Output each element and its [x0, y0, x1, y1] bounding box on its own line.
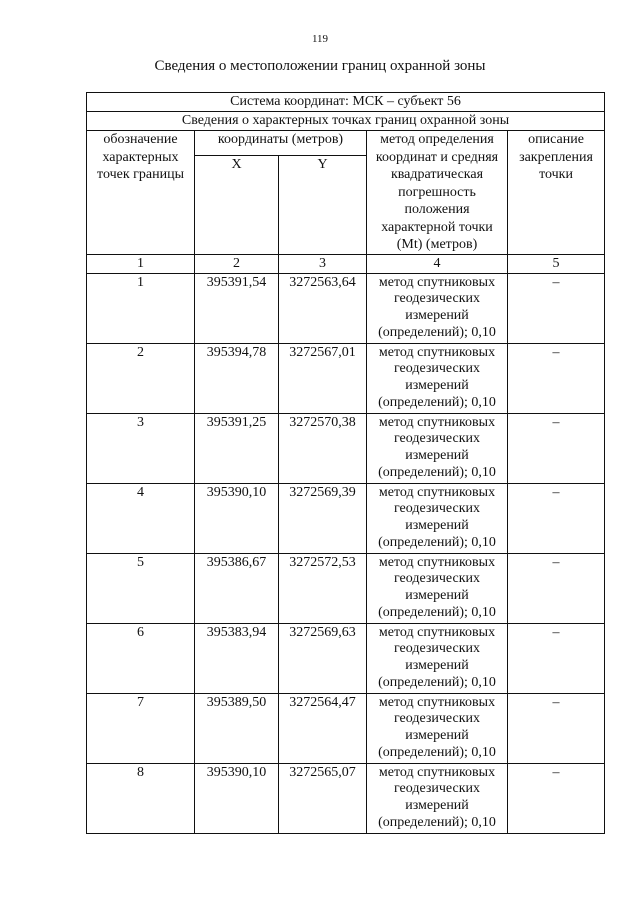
coordinate-system-row: [87, 93, 605, 112]
column-number: 5: [508, 254, 605, 273]
table-row: [87, 623, 605, 693]
points-info-row: [87, 112, 605, 131]
description-cell: –: [508, 623, 605, 693]
method-cell: метод спутниковых геодезических измерений (определений); 0,10: [367, 763, 508, 833]
table-row: [87, 763, 605, 833]
description-cell: –: [508, 763, 605, 833]
point-cell: 7: [87, 693, 195, 763]
method-cell: метод спутниковых геодезических измерений (определений); 0,10: [367, 623, 508, 693]
description-cell: –: [508, 273, 605, 343]
point-cell: 3: [87, 413, 195, 483]
column-numbers-row: [87, 254, 605, 273]
method-cell: метод спутниковых геодезических измерений (определений); 0,10: [367, 343, 508, 413]
table-row: [87, 693, 605, 763]
description-cell: –: [508, 343, 605, 413]
y-cell: 3272565,07: [279, 763, 367, 833]
point-cell: 2: [87, 343, 195, 413]
table-row: [87, 413, 605, 483]
document-title: Сведения о местоположении границ охранной зоны: [154, 58, 486, 74]
description-cell: –: [508, 693, 605, 763]
column-number: 1: [87, 254, 195, 273]
coordinate-system-label: Система координат: МСК – субъект 56: [87, 93, 605, 112]
y-cell: 3272569,63: [279, 623, 367, 693]
y-cell: 3272567,01: [279, 343, 367, 413]
header-y: Y: [279, 155, 367, 254]
column-number: 4: [367, 254, 508, 273]
x-cell: 395394,78: [195, 343, 279, 413]
point-cell: 8: [87, 763, 195, 833]
method-cell: метод спутниковых геодезических измерений (определений); 0,10: [367, 483, 508, 553]
y-cell: 3272563,64: [279, 273, 367, 343]
table-row: [87, 553, 605, 623]
header-row: [87, 131, 605, 156]
coordinates-table: [86, 92, 605, 834]
point-cell: 6: [87, 623, 195, 693]
table-row: [87, 343, 605, 413]
description-cell: –: [508, 553, 605, 623]
header-x: X: [195, 155, 279, 254]
description-cell: –: [508, 413, 605, 483]
x-cell: 395389,50: [195, 693, 279, 763]
method-cell: метод спутниковых геодезических измерений (определений); 0,10: [367, 553, 508, 623]
x-cell: 395390,10: [195, 763, 279, 833]
column-number: 2: [195, 254, 279, 273]
description-cell: –: [508, 483, 605, 553]
y-cell: 3272564,47: [279, 693, 367, 763]
x-cell: 395391,54: [195, 273, 279, 343]
column-number: 3: [279, 254, 367, 273]
x-cell: 395383,94: [195, 623, 279, 693]
y-cell: 3272570,38: [279, 413, 367, 483]
x-cell: 395391,25: [195, 413, 279, 483]
x-cell: 395386,67: [195, 553, 279, 623]
x-cell: 395390,10: [195, 483, 279, 553]
header-method: метод определения координат и средняя квадратическая погрешность положения характерной точки (Mt) (метров): [367, 131, 508, 255]
method-cell: метод спутниковых геодезических измерений (определений); 0,10: [367, 273, 508, 343]
y-cell: 3272569,39: [279, 483, 367, 553]
points-info-label: Сведения о характерных точках границ охранной зоны: [87, 112, 605, 131]
point-cell: 1: [87, 273, 195, 343]
header-description: описание закрепления точки: [508, 131, 605, 255]
page-number: 119: [311, 33, 329, 45]
point-cell: 4: [87, 483, 195, 553]
y-cell: 3272572,53: [279, 553, 367, 623]
table-row: [87, 483, 605, 553]
method-cell: метод спутниковых геодезических измерений (определений); 0,10: [367, 413, 508, 483]
header-coordinates: координаты (метров): [195, 131, 367, 156]
method-cell: метод спутниковых геодезических измерений (определений); 0,10: [367, 693, 508, 763]
table-row: [87, 273, 605, 343]
point-cell: 5: [87, 553, 195, 623]
header-designation: обозначение характерных точек границы: [87, 131, 195, 255]
